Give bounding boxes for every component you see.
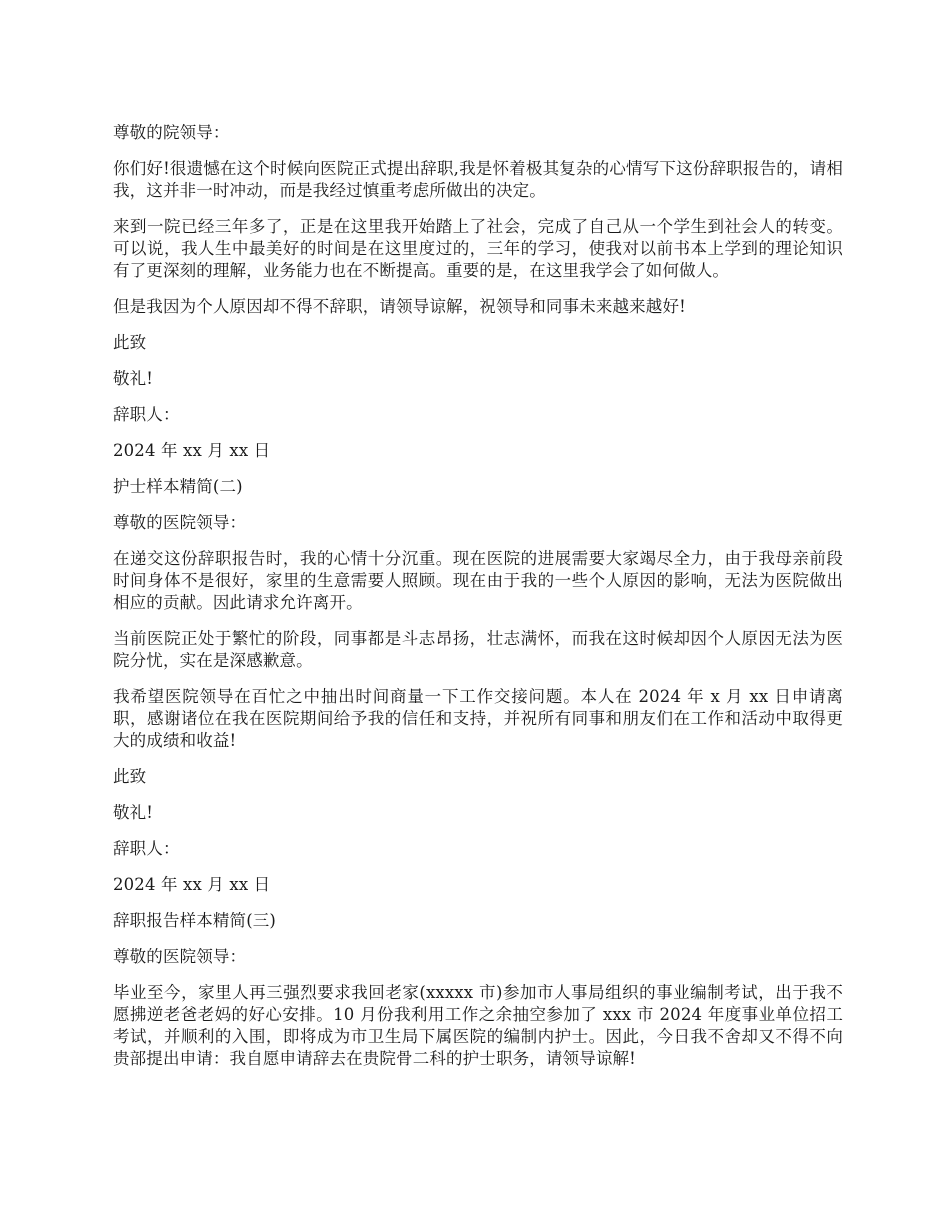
salutation-3: 尊敬的医院领导： [113,947,247,966]
body-paragraph: 你们好!很遗憾在这个时候向医院正式提出辞职,我是怀着极其复杂的心情写下这份辞职报告的，请相我，这并非一时冲动，而是我经过慎重考虑所做出的决定。 [113,159,843,200]
body-paragraph: 在递交这份辞职报告时，我的心情十分沉重。现在医院的进展需要大家竭尽全力，由于我母亲前段时间身体不是很好，家里的生意需要人照顾。现在由于我的一些个人原因的影响，无法为医院做出相应的贡献。因此请求允许离开。 [113,549,843,612]
salutation-2: 尊敬的医院领导： [113,513,247,532]
body-paragraph: 来到一院已经三年多了，正是在这里我开始踏上了社会，完成了自己从一个学生到社会人的转变。可以说，我人生中最美好的时间是在这里度过的，三年的学习，使我对以前书本上学到的理论知识有了更深刻的理解，业务能力也在不断提高。重要的是，在这里我学会了如何做人。 [113,217,843,280]
signature-label: 辞职人： [113,405,180,424]
signature-label: 辞职人： [113,839,180,858]
closing-line: 此致 [113,333,147,352]
section-heading-2: 护士样本精简(二) [113,477,243,496]
closing-line: 此致 [113,767,147,786]
document-page [113,122,843,1084]
body-paragraph: 当前医院正处于繁忙的阶段，同事都是斗志昂扬，壮志满怀，而我在这时候却因个人原因无法为医院分忧，实在是深感歉意。 [113,629,843,670]
date-line: 2024 年 xx 月 xx 日 [113,441,271,460]
closing-line: 敬礼! [113,803,154,822]
closing-line: 敬礼! [113,369,154,388]
section-heading-3: 辞职报告样本精简(三) [113,911,277,930]
date-line: 2024 年 xx 月 xx 日 [113,875,271,894]
salutation-1: 尊敬的院领导： [113,123,230,142]
body-paragraph: 毕业至今，家里人再三强烈要求我回老家(xxxxx 市)参加市人事局组织的事业编制考试，出于我不愿拂逆老爸老妈的好心安排。10 月份我利用工作之余抽空参加了 xxx 市 2024 年度事业单位招工考试，并顺利的入围，即将成为市卫生局下属医院的编制内护士。因此，今日我不舍却又不得不向贵部提出申请：我自愿申请辞去在贵院骨二科的护士职务，请领导谅解! [113,983,843,1068]
body-paragraph: 但是我因为个人原因却不得不辞职，请领导谅解，祝领导和同事未来越来越好! [113,297,686,316]
body-paragraph: 我希望医院领导在百忙之中抽出时间商量一下工作交接问题。本人在 2024 年 x 月 xx 日申请离职，感谢诸位在我在医院期间给予我的信任和支持，并祝所有同事和朋友们在工作和活动中取得更大的成绩和收益! [113,687,843,750]
